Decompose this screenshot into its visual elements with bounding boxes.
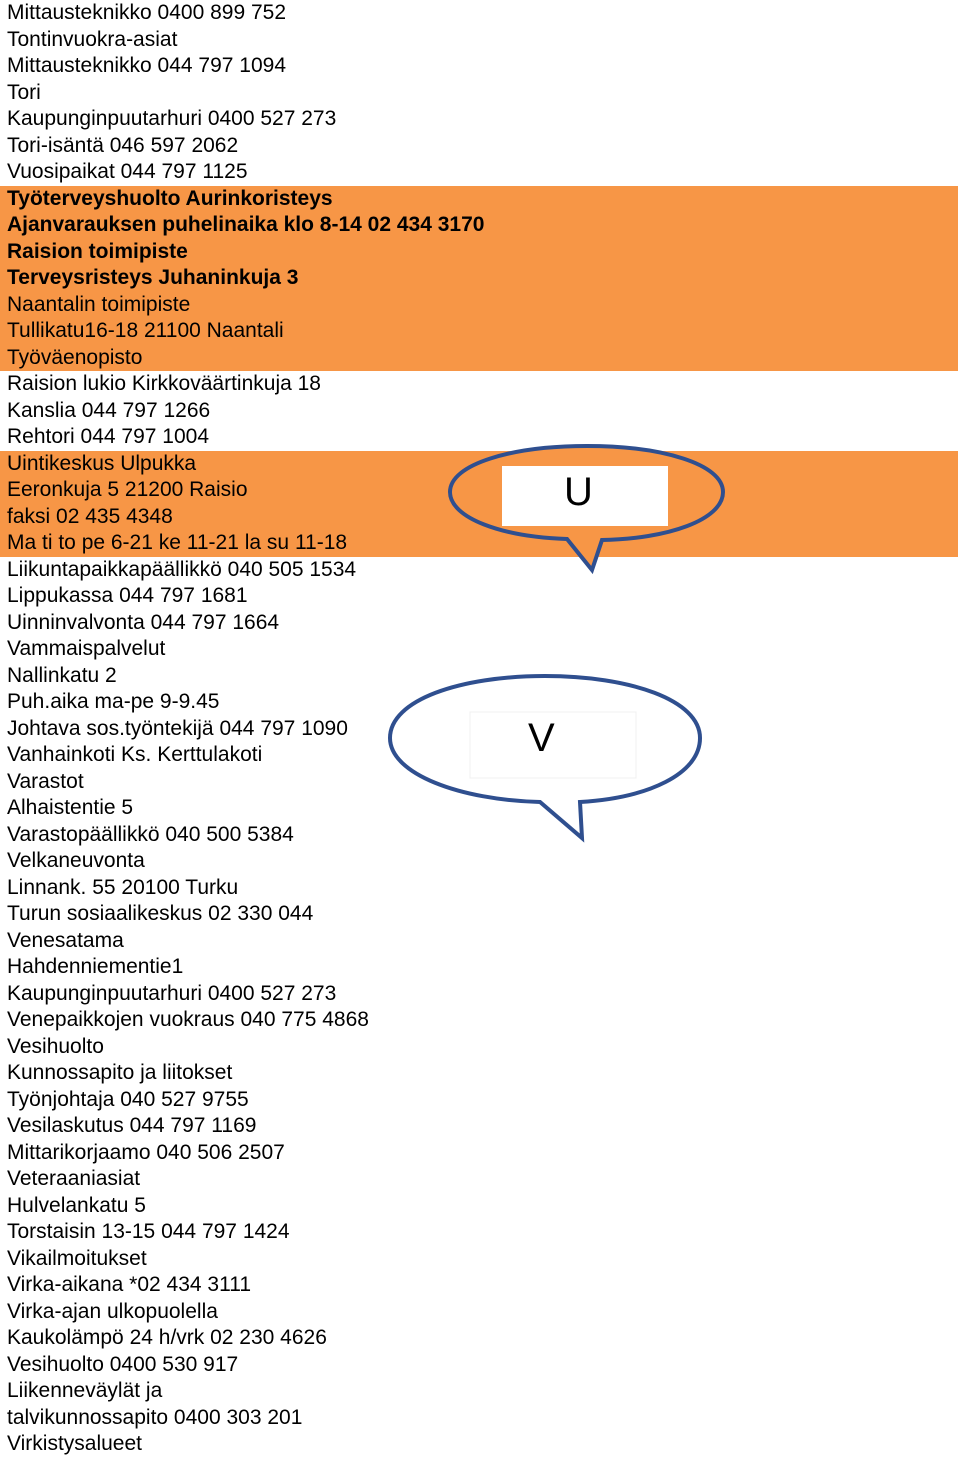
directory-line: Kunnossapito ja liitokset — [7, 1061, 233, 1084]
directory-line: Ma ti to pe 6-21 ke 11-21 la su 11-18 — [0, 530, 958, 557]
directory-line: Mittarikorjaamo 040 506 2507 — [7, 1140, 285, 1164]
directory-line: faksi 02 435 4348 — [0, 504, 958, 531]
directory-line: Uinninvalvonta 044 797 1664 — [7, 610, 280, 634]
directory-line: Kaukolämpö 24 h/vrk 02 230 4626 — [7, 1326, 327, 1349]
directory-line: Eeronkuja 5 21200 Raisio — [0, 477, 958, 504]
directory-line: Lippukassa 044 797 1681 — [7, 584, 248, 607]
directory-line: Vesilaskutus 044 797 1169 — [7, 1114, 257, 1137]
bubble-letter-v: V — [528, 716, 555, 760]
directory-line: Raision toimipiste — [0, 239, 958, 266]
directory-line: Vesihuolto 0400 530 917 — [7, 1352, 239, 1376]
directory-line: Velkaneuvonta — [7, 849, 145, 872]
directory-line: Torstaisin 13-15 044 797 1424 — [7, 1220, 290, 1243]
directory-line: Veteraaniasiat — [7, 1167, 141, 1190]
directory-line: Vuosipaikat 044 797 1125 — [7, 160, 248, 183]
directory-line: Mittausteknikko 044 797 1094 — [7, 54, 287, 77]
directory-line: Linnank. 55 20100 Turku — [7, 875, 239, 899]
directory-line: Venepaikkojen vuokraus 040 775 4868 — [7, 1008, 369, 1031]
directory-line: Mittausteknikko 0400 899 752 — [7, 1, 287, 24]
directory-line: Virka-aikana *02 434 3111 — [7, 1273, 252, 1296]
directory-line: Työterveyshuolto Aurinkoristeys — [0, 186, 958, 213]
directory-line: Venesatama — [7, 928, 124, 952]
directory-line: Työväenopisto — [0, 345, 958, 372]
directory-line: Vammaispalvelut — [7, 637, 166, 660]
directory-line: Turun sosiaalikeskus 02 330 044 — [7, 902, 314, 925]
letter-v-speech-bubble — [380, 670, 710, 850]
speech-bubble-icon — [380, 670, 710, 850]
directory-line: talvikunnossapito 0400 303 201 — [7, 1405, 303, 1429]
directory-line: Vikailmoitukset — [7, 1246, 147, 1270]
bubble-letter-u: U — [564, 470, 593, 514]
directory-line: Johtava sos.työntekijä 044 797 1090 — [7, 716, 348, 740]
directory-line: Terveysristeys Juhaninkuja 3 — [0, 265, 958, 292]
directory-line: Varastot — [7, 769, 84, 793]
directory-line: Hulvelankatu 5 — [7, 1193, 146, 1217]
directory-line: Rehtori 044 797 1004 — [7, 425, 209, 448]
directory-line: Ajanvarauksen puhelinaika klo 8-14 02 434 3170 — [0, 212, 958, 239]
directory-line: Virkistysalueet — [7, 1432, 143, 1455]
directory-line: Puh.aika ma-pe 9-9.45 — [7, 690, 220, 713]
directory-line: Kaupunginpuutarhuri 0400 527 273 — [7, 107, 337, 130]
directory-line: Uintikeskus Ulpukka — [0, 451, 958, 478]
directory-line: Tori-isäntä 046 597 2062 — [7, 133, 239, 157]
directory-line: Nallinkatu 2 — [7, 663, 117, 687]
letter-u-speech-bubble — [442, 440, 732, 580]
directory-line: Vanhainkoti Ks. Kerttulakoti — [7, 743, 263, 766]
directory-line: Virka-ajan ulkopuolella — [7, 1299, 218, 1323]
directory-line: Varastopäällikkö 040 500 5384 — [7, 822, 294, 846]
directory-line: Kaupunginpuutarhuri 0400 527 273 — [7, 981, 337, 1005]
directory-line: Naantalin toimipiste — [0, 292, 958, 319]
directory-line: Liikuntapaikkapäällikkö 040 505 1534 — [7, 557, 357, 581]
directory-line: Alhaistentie 5 — [7, 796, 134, 819]
directory-line: Tori — [7, 80, 41, 104]
directory-line: Liikenneväylät ja — [7, 1379, 163, 1402]
directory-line: Työnjohtaja 040 527 9755 — [7, 1087, 249, 1111]
directory-line: Kanslia 044 797 1266 — [7, 398, 211, 422]
directory-line: Tullikatu16-18 21100 Naantali — [0, 318, 958, 345]
directory-line: Vesihuolto — [7, 1034, 104, 1058]
directory-line: Tontinvuokra-asiat — [7, 27, 178, 51]
directory-line: Hahdenniementie1 — [7, 955, 184, 978]
directory-line: Raision lukio Kirkkoväärtinkuja 18 — [7, 372, 321, 395]
